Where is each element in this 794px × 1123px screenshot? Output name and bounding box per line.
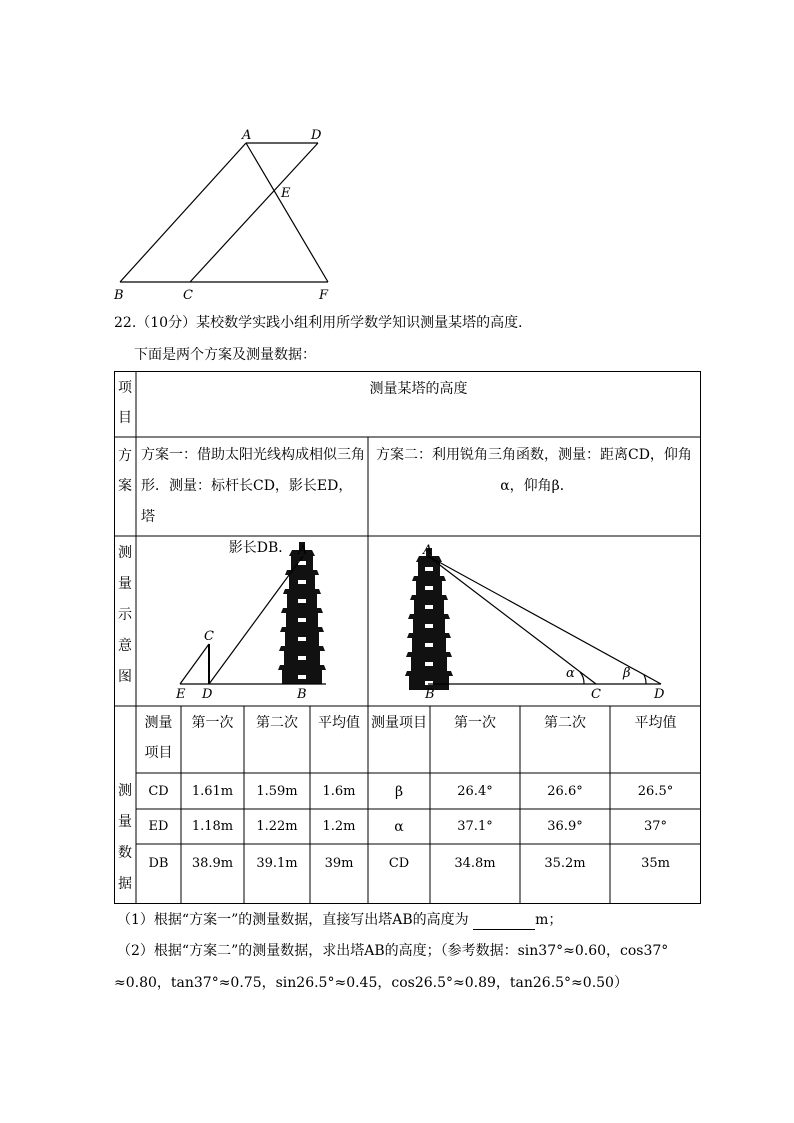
d1-label-D: D <box>202 687 213 702</box>
measurement-table <box>114 371 701 904</box>
label-B: B <box>114 288 124 303</box>
table-row-cd2-second: 35.2m <box>544 856 586 871</box>
table-row-beta-first: 26.4° <box>457 784 493 799</box>
header-right-item: 测量项目 <box>371 715 427 731</box>
subquestion-2-line2: ≈0.80，tan37°≈0.75，sin26.5°≈0.45，cos26.5°≈0.89，tan26.5°≈0.50） <box>114 975 628 991</box>
label-A: A <box>242 128 252 143</box>
header-left-item: 测量 项目 <box>144 715 173 761</box>
label-E: E <box>281 186 291 201</box>
label-C: C <box>183 288 193 303</box>
table-row-beta-item: β <box>394 784 404 800</box>
table-row-ed-avg: 1.2m <box>322 819 356 834</box>
diagram-plan2 <box>368 536 701 706</box>
plan1-text: 方案一：借助太阳光线构成相似三角 形．测量：标杆长CD，影长ED，塔 影长DB． <box>141 447 365 556</box>
row-label-diagram: 测 量 示 意 图 <box>118 545 132 685</box>
item-title: 测量某塔的高度 <box>369 381 468 397</box>
subquestion-1: （1）根据“方案一”的测量数据，直接写出塔AB的高度为 m； <box>117 912 563 928</box>
table-row-cd-second: 1.59m <box>256 784 298 799</box>
table-row-cd-first: 1.61m <box>191 784 234 799</box>
question-heading: 22.（10分）某校数学实践小组利用所学数学知识测量某塔的高度． <box>114 315 533 331</box>
row-label-data: 测 量 数 据 <box>118 783 132 892</box>
table-row-ed-second: 1.22m <box>256 819 298 834</box>
table-row-alpha-first: 37.1° <box>457 819 493 834</box>
header-left-second: 第二次 <box>256 715 298 731</box>
diagram-plan1 <box>136 536 368 706</box>
table-row-alpha-item: α <box>394 819 404 835</box>
table-row-beta-second: 26.6° <box>547 784 583 799</box>
header-right-avg: 平均值 <box>634 715 677 731</box>
table-row-cd2-avg: 35m <box>641 856 670 871</box>
row-label-item: 项 目 <box>118 380 132 426</box>
question-intro: 下面是两个方案及测量数据： <box>134 347 316 363</box>
table-row-db-avg: 39m <box>324 856 354 871</box>
table-row-db-item: DB <box>148 856 169 871</box>
header-left-first: 第一次 <box>191 715 234 731</box>
d1-label-B: B <box>297 687 307 702</box>
d2-label-C: C <box>591 687 601 702</box>
plan2-text: 方案二：利用锐角三角函数，测量：距离CD，仰角 α，仰角β． <box>376 447 692 494</box>
subquestion-2-line1: （2）根据“方案二”的测量数据，求出塔AB的高度；（参考数据：sin37°≈0.60，cos37° <box>117 943 669 959</box>
table-row-cd-avg: 1.6m <box>322 784 356 799</box>
table-row-db-second: 39.1m <box>256 856 298 871</box>
d2-label-B: B <box>425 687 435 702</box>
table-row-db-first: 38.9m <box>191 856 234 871</box>
table-row-ed-item: ED <box>148 819 169 834</box>
table-row-cd2-first: 34.8m <box>454 856 496 871</box>
row-label-plan: 方 案 <box>118 448 132 494</box>
label-D: D <box>311 128 322 143</box>
label-F: F <box>319 288 329 303</box>
header-left-avg: 平均值 <box>318 715 360 731</box>
d2-label-beta: β <box>623 666 631 681</box>
table-row-alpha-second: 36.9° <box>547 819 583 834</box>
table-row-beta-avg: 26.5° <box>637 784 674 799</box>
table-row-ed-first: 1.18m <box>191 819 234 834</box>
d1-label-A: A <box>298 543 308 558</box>
d2-label-alpha: α <box>566 666 575 681</box>
d2-label-D: D <box>654 687 665 702</box>
table-row-cd-item: CD <box>148 784 169 799</box>
geometry-figure-top <box>108 125 348 305</box>
answer-blank <box>473 915 535 930</box>
header-right-first: 第一次 <box>454 715 496 731</box>
table-row-cd2-item: CD <box>388 856 410 871</box>
header-right-second: 第二次 <box>544 715 586 731</box>
d1-label-E: E <box>176 687 186 702</box>
d1-label-C: C <box>204 629 214 644</box>
d2-label-A: A <box>423 543 433 558</box>
table-row-alpha-avg: 37° <box>643 819 668 834</box>
